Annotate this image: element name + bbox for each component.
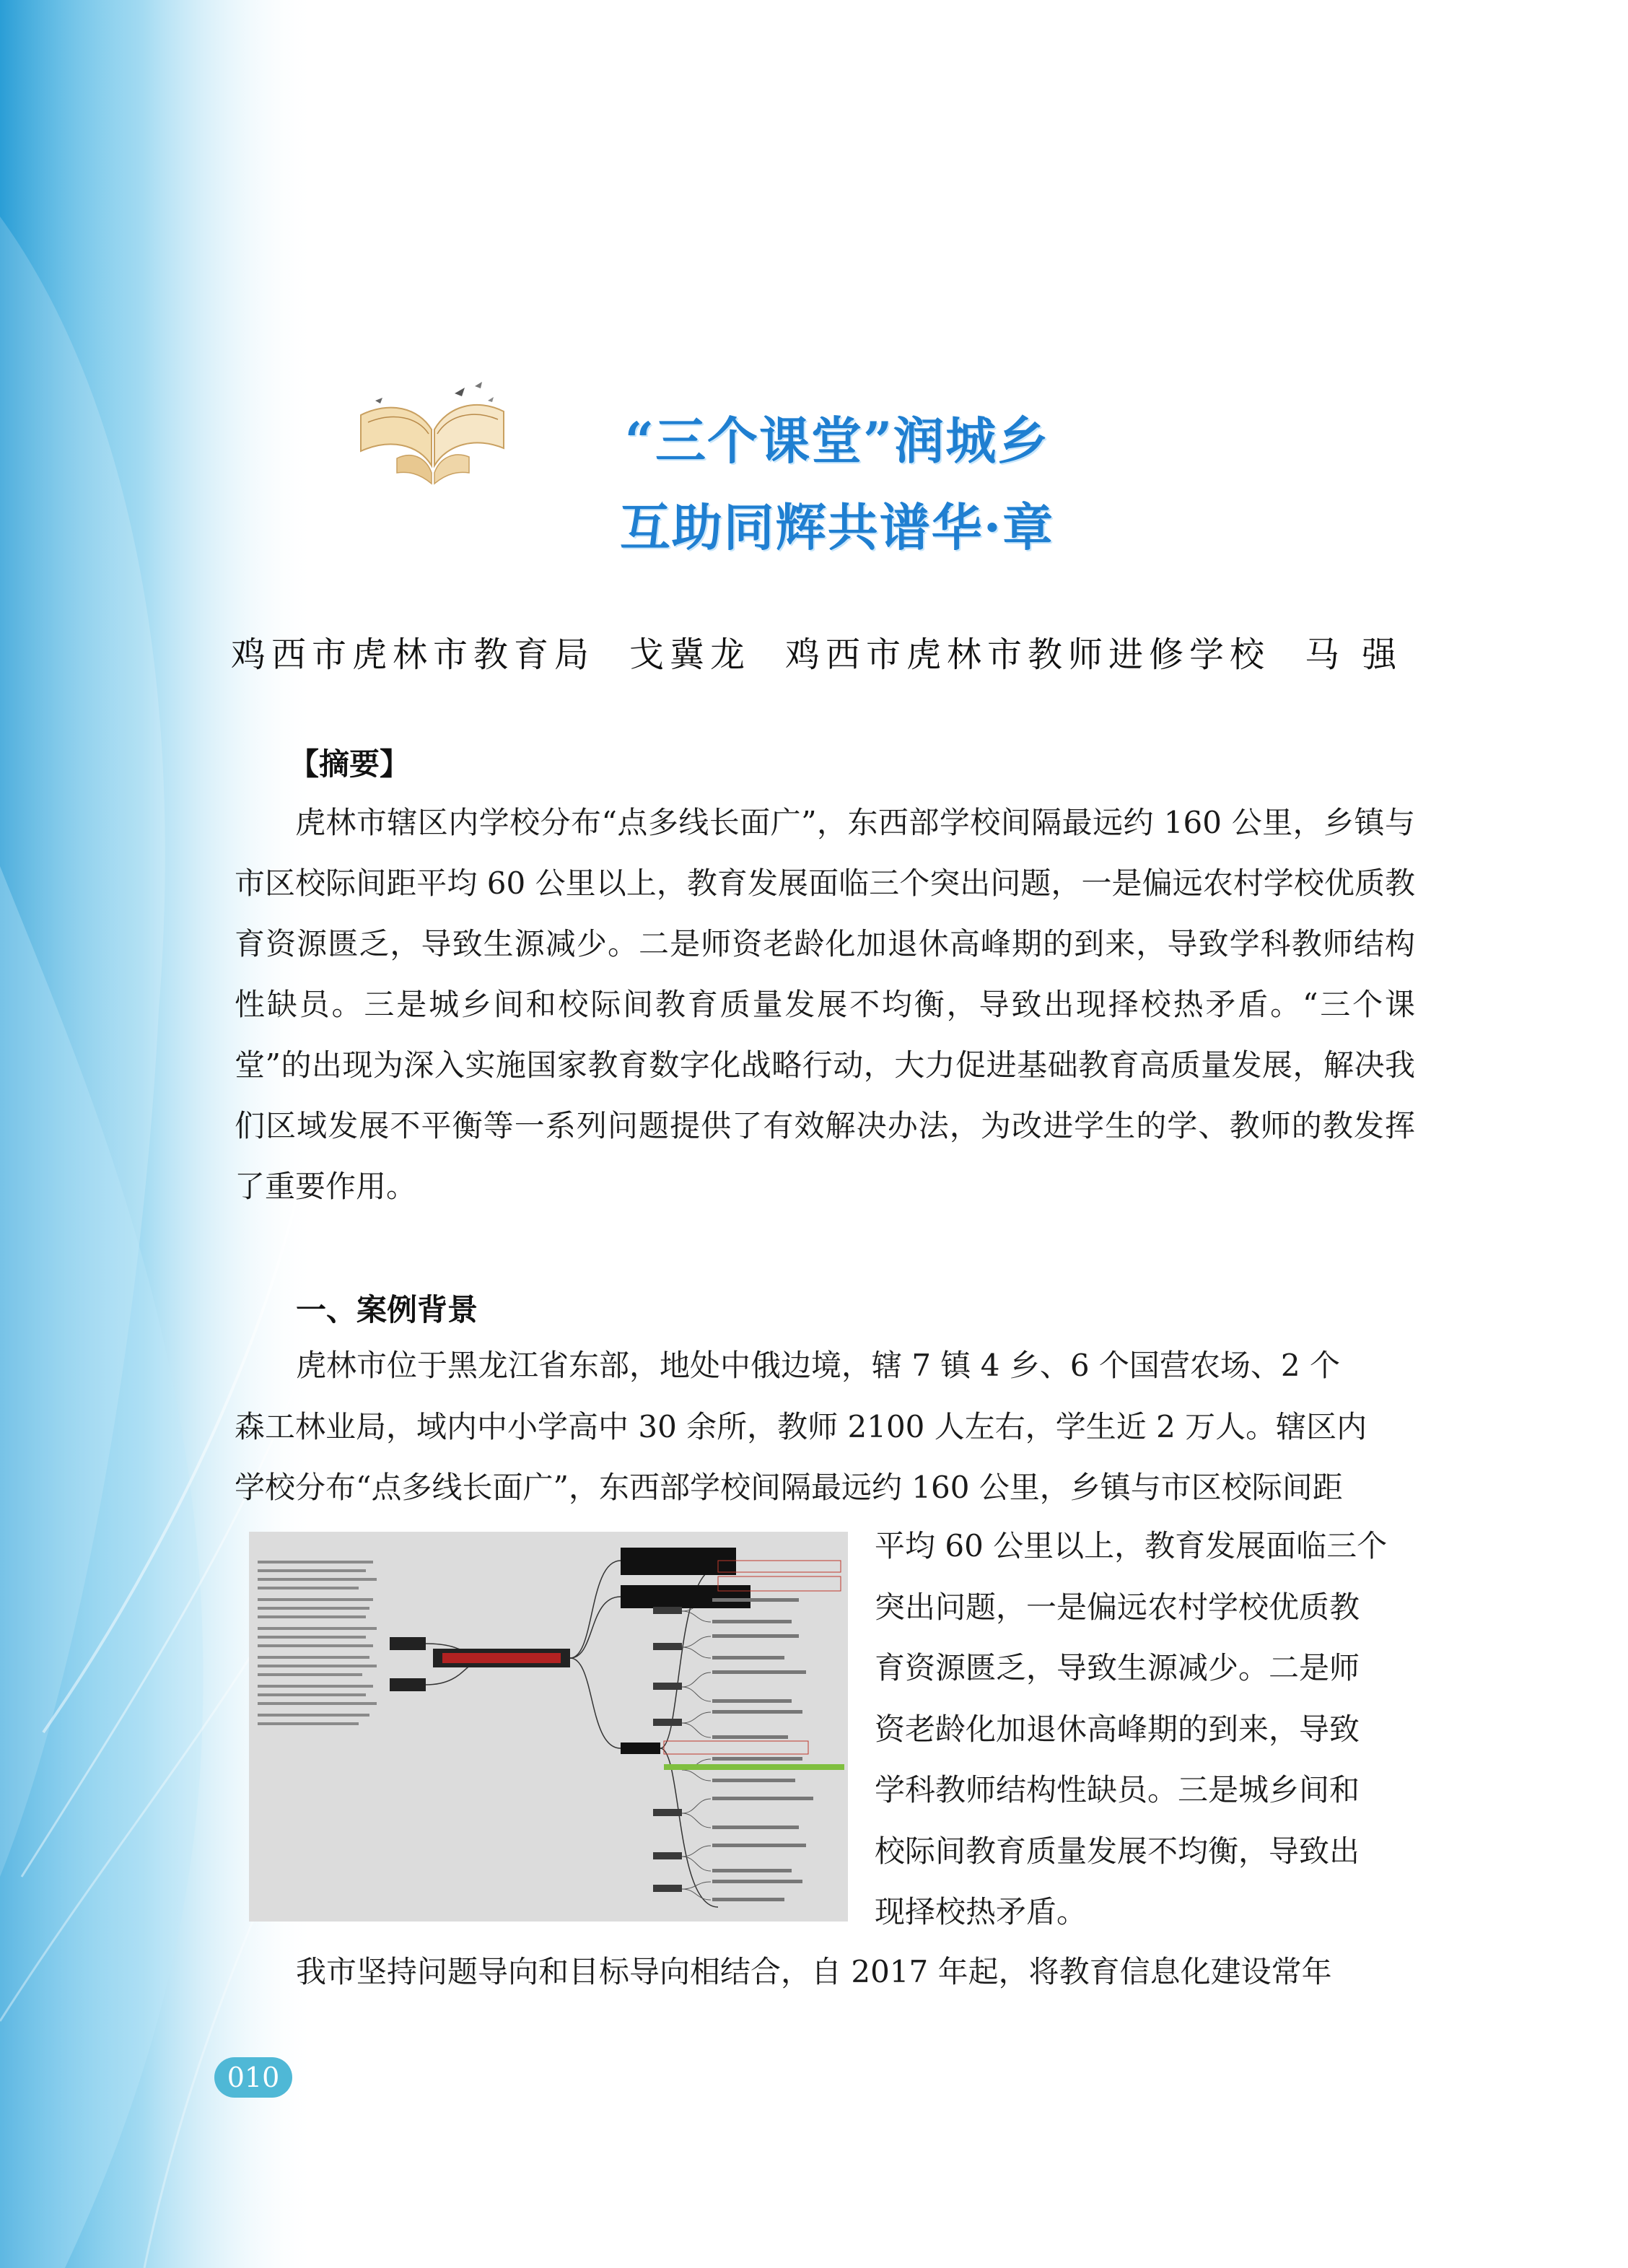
text-line: 森工林业局，域内中小学高中 30 余所，教师 2100 人左右，学生近 2 万人。辖区内 [235, 1408, 1367, 1444]
text-line: 资老龄化加退休高峰期的到来，导致 [875, 1711, 1360, 1747]
section-paragraph-1-wrap [875, 1516, 1387, 1943]
text-line: 平均 60 公里以上，教育发展面临三个 [875, 1528, 1388, 1563]
mindmap-figure [249, 1532, 848, 1922]
text-line: 育资源匮乏，导致生源减少。二是师 [875, 1650, 1360, 1685]
author-name-1: 戈冀龙 [629, 634, 751, 675]
abstract-text: 虎林市辖区内学校分布“点多线长面广”，东西部学校间隔最远约 160 公里，乡镇与市区校际间距平均 60 公里以上，教育发展面临三个突出问题，一是偏远农村学校优质教育资源匮乏，导致生源减少。二是师资老龄化加退休高峰期的到来，导致学科教师结构性缺员。三是城乡间和校际间教育质量发展不均衡，导致出现择校热矛盾。“三个课堂”的出现为深入实施国家教育数字化战略行动，大力促进基础教育高质量发展，解决我们区域发展不平衡等一系列问题提供了有效解决办法，为改进学生的学、教师的教发挥了重要作用。 [235, 805, 1415, 1204]
text-line: 我市坚持问题导向和目标导向相结合，自 2017 年起，将教育信息化建设常年 [296, 1954, 1332, 1989]
text-line: 虎林市位于黑龙江省东部，地处中俄边境，辖 7 镇 4 乡、6 个国营农场、2 个 [296, 1348, 1340, 1383]
abstract-heading: 【摘要】 [289, 746, 411, 782]
section-paragraph-2 [296, 1942, 1332, 2003]
page-number-badge: 010 [214, 2057, 292, 2098]
article-title-line1: “三个课堂”润城乡 [624, 411, 1050, 471]
text-line: 校际间教育质量发展不均衡，导致出 [875, 1833, 1360, 1869]
section-heading: 一、案例背景 [296, 1292, 478, 1327]
open-book-illustration [346, 372, 520, 487]
section-paragraph-1 [235, 1335, 1367, 1519]
text-line: 突出问题，一是偏远农村学校优质教 [875, 1589, 1360, 1625]
author-name-2: 马 强 [1305, 634, 1403, 675]
text-line: 学科教师结构性缺员。三是城乡间和 [875, 1772, 1360, 1807]
author-org-2: 鸡西市虎林市教师进修学校 [785, 634, 1271, 675]
author-org-1: 鸡西市虎林市教育局 [231, 634, 595, 675]
text-line: 学校分布“点多线长面广”，东西部学校间隔最远约 160 公里，乡镇与市区校际间距 [235, 1470, 1343, 1505]
article-title-line2: 互助同辉共谱华·章 [619, 497, 1055, 557]
author-line [231, 627, 1414, 676]
text-line: 现择校热矛盾。 [875, 1894, 1087, 1929]
